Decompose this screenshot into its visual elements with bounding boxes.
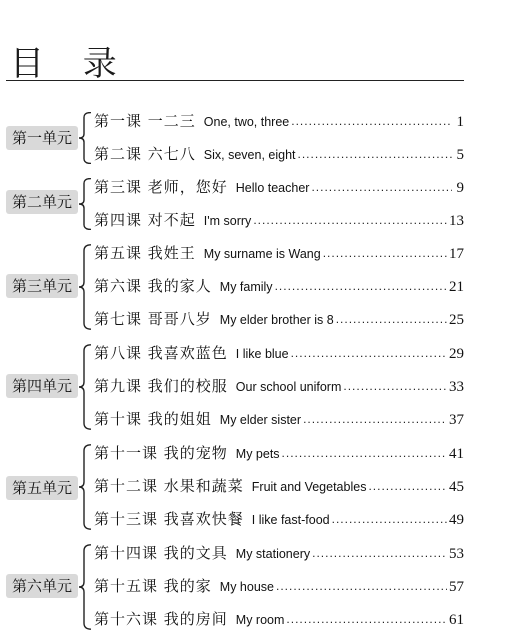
lesson-en-title: Hello teacher [235,181,310,195]
dot-leader [253,212,447,228]
dot-leader [286,611,447,627]
page-title: 目 录 [10,44,131,84]
unit-label: 第五单元 [6,476,78,500]
dot-leader [336,311,447,327]
dot-leader [332,511,447,527]
dot-leader [291,113,452,129]
lesson-cn-title: 第七课 哥哥八岁 [94,310,212,328]
lesson-cn-title: 第二课 六七八 [94,145,196,163]
page-number: 21 [449,279,464,295]
lesson-en-title: I like blue [235,347,289,361]
lesson-cn-title: 第五课 我姓王 [94,244,196,262]
brace-icon [78,244,92,330]
dot-leader [282,445,447,461]
dot-leader [303,411,447,427]
lesson-row[interactable] [94,275,464,297]
lesson-row[interactable] [94,110,464,132]
page-number: 45 [449,479,464,495]
unit-label: 第一单元 [6,126,78,150]
lesson-cn-title: 第十二课 水果和蔬菜 [94,477,244,495]
unit-label: 第六单元 [6,574,78,598]
lesson-cn-title: 第三课 老师，您好 [94,178,228,196]
dot-leader [298,146,453,162]
lesson-row[interactable] [94,508,464,530]
lesson-cn-title: 第十三课 我喜欢快餐 [94,510,244,528]
lesson-en-title: My surname is Wang [203,247,321,261]
unit-4 [0,342,506,432]
unit-label: 第四单元 [6,374,78,398]
lesson-en-title: My house [219,580,274,594]
brace-icon [78,544,92,630]
lesson-en-title: Fruit and Vegetables [251,480,367,494]
dot-leader [275,278,447,294]
page-number: 49 [449,512,464,528]
dot-leader [323,245,447,261]
lesson-en-title: I'm sorry [203,214,252,228]
brace-icon [78,344,92,430]
lesson-en-title: One, two, three [203,115,290,129]
dot-leader [276,578,447,594]
unit-1 [0,110,506,166]
lesson-cn-title: 第十一课 我的宠物 [94,444,228,462]
page-number: 9 [456,180,464,196]
page-number: 53 [449,546,464,562]
unit-2 [0,176,506,232]
lesson-row[interactable] [94,176,464,198]
page-number: 41 [449,446,464,462]
lesson-en-title: Six, seven, eight [203,148,296,162]
lesson-row[interactable] [94,308,464,330]
unit-label: 第二单元 [6,190,78,214]
lesson-row[interactable] [94,542,464,564]
lesson-cn-title: 第六课 我的家人 [94,277,212,295]
lesson-row[interactable] [94,442,464,464]
title-divider [6,80,464,81]
lesson-cn-title: 第十课 我的姐姐 [94,410,212,428]
lesson-row[interactable] [94,209,464,231]
lesson-cn-title: 第十四课 我的文具 [94,544,228,562]
dot-leader [343,378,447,394]
lesson-row[interactable] [94,408,464,430]
brace-icon [78,112,92,164]
unit-label: 第三单元 [6,274,78,298]
dot-leader [368,478,447,494]
page-number: 5 [456,147,464,163]
dot-leader [311,179,452,195]
brace-icon [78,178,92,230]
lesson-en-title: I like fast-food [251,513,330,527]
lesson-cn-title: 第十五课 我的家 [94,577,212,595]
lesson-row[interactable] [94,242,464,264]
page-number: 57 [449,579,464,595]
lesson-cn-title: 第一课 一二三 [94,112,196,130]
page-number: 29 [449,346,464,362]
page-number: 37 [449,412,464,428]
lesson-cn-title: 第九课 我们的校服 [94,377,228,395]
unit-6 [0,542,506,632]
lesson-cn-title: 第四课 对不起 [94,211,196,229]
lesson-row[interactable] [94,342,464,364]
lesson-row[interactable] [94,375,464,397]
lesson-en-title: My family [219,280,273,294]
page-number: 61 [449,612,464,628]
lesson-en-title: Our school uniform [235,380,342,394]
lesson-row[interactable] [94,575,464,597]
lesson-cn-title: 第十六课 我的房间 [94,610,228,628]
page-number: 13 [449,213,464,229]
page-number: 17 [449,246,464,262]
page-number: 25 [449,312,464,328]
page-number: 1 [456,114,464,130]
unit-5 [0,442,506,532]
lesson-en-title: My pets [235,447,280,461]
dot-leader [291,345,447,361]
lesson-row[interactable] [94,143,464,165]
unit-3 [0,242,506,332]
lesson-row[interactable] [94,608,464,630]
lesson-en-title: My elder brother is 8 [219,313,334,327]
dot-leader [312,545,447,561]
page-number: 33 [449,379,464,395]
lesson-en-title: My elder sister [219,413,302,427]
lesson-en-title: My stationery [235,547,311,561]
lesson-en-title: My room [235,613,285,627]
brace-icon [78,444,92,530]
lesson-cn-title: 第八课 我喜欢蓝色 [94,344,228,362]
lesson-row[interactable] [94,475,464,497]
